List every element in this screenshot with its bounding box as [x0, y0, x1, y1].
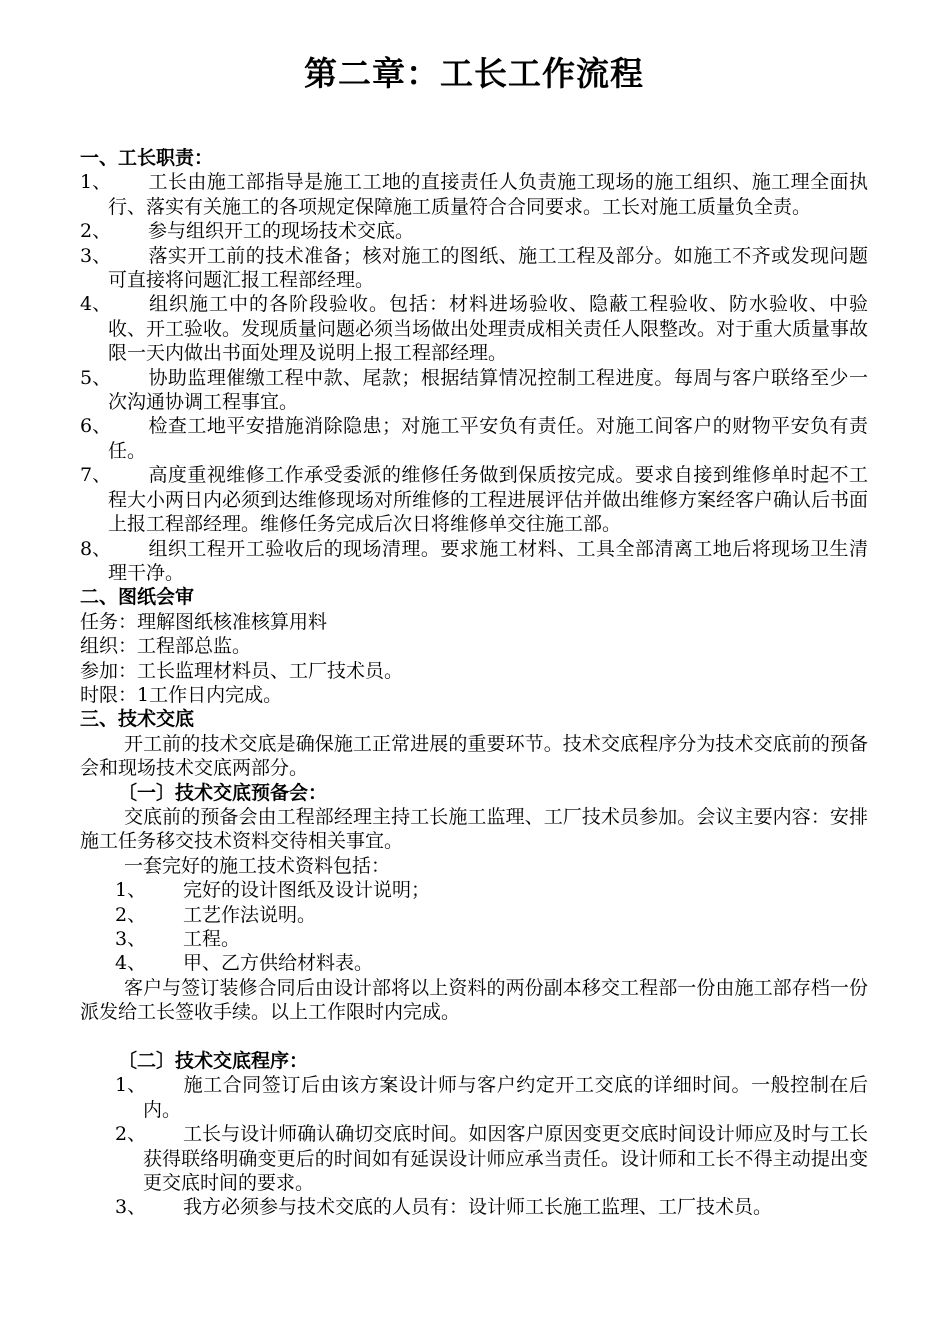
- item-text: 工长由施工部指导是施工工地的直接责任人负责施工现场的施工组织、施工理全面执行、落实有关施工的各项规定保障施工质量符合合同要求。工长对施工质量负全责。: [108, 171, 868, 218]
- materials-list: [80, 878, 868, 976]
- briefing-intro: 开工前的技术交底是确保施工正常进展的重要环节。技术交底程序分为技术交底前的预备会和现场技术交底两部分。: [80, 732, 868, 780]
- chapter-title: 第二章：工长工作流程: [304, 54, 644, 93]
- section-heading-tech-briefing: 三、技术交底: [80, 708, 195, 731]
- item-number: 1、: [115, 879, 147, 902]
- item-number: 4、: [80, 293, 112, 316]
- list-item: [80, 537, 868, 586]
- item-text: 完好的设计图纸及设计说明；: [183, 879, 431, 902]
- subsection-heading-briefing-procedure: 〔二〕技术交底程序：: [118, 1050, 309, 1073]
- item-number: 8、: [80, 537, 112, 560]
- item-number: 3、: [80, 244, 112, 267]
- section-heading-duties: 一、工长职责：: [80, 147, 214, 169]
- list-item: [80, 244, 868, 293]
- item-text: 我方必须参与技术交底的人员有：设计师工长施工监理、工厂技术员。: [183, 1196, 773, 1219]
- list-item: [80, 170, 868, 219]
- item-text: 施工合同签订后由该方案设计师与客户约定开工交底的详细时间。一般控制在后内。: [143, 1074, 868, 1121]
- item-text: 协助监理催缴工程中款、尾款；根据结算情况控制工程进度。每周与客户联络至少一次沟通协调工程事宜。: [108, 366, 868, 414]
- item-text: 工长与设计师确认确切交底时间。如因客户原因变更交底时间设计师应及时与工长获得联络明确变更后的时间如有延误设计师应承当责任。设计师和工长不得主动提出变更交底时间的要求。: [143, 1123, 868, 1195]
- list-item: [80, 366, 868, 415]
- item-text: 落实开工前的技术准备；核对施工的图纸、施工工程及部分。如施工不齐或发现问题可直接将问题汇报工程部经理。: [108, 244, 868, 292]
- list-item: [80, 903, 868, 927]
- review-task: 任务：理解图纸核准核算用料: [80, 610, 328, 633]
- list-item: [80, 219, 868, 243]
- section-heading-drawing-review: 二、图纸会审: [80, 586, 195, 609]
- item-number: 1、: [115, 1074, 147, 1097]
- materials-intro: 一套完好的施工技术资料包括：: [124, 854, 391, 877]
- list-item: [80, 463, 868, 536]
- list-item: [80, 1122, 868, 1195]
- review-time-limit: 时限：1工作日内完成。: [80, 683, 283, 706]
- item-text: 参与组织开工的现场技术交底。: [148, 220, 415, 243]
- item-number: 7、: [80, 464, 112, 487]
- list-item: [80, 1073, 868, 1122]
- item-text: 甲、乙方供给材料表。: [183, 952, 374, 975]
- item-number: 4、: [115, 952, 147, 975]
- blank-line: [80, 1025, 868, 1049]
- item-text: 组织工程开工验收后的现场清理。要求施工材料、工具全部清离工地后将现场卫生清理干净。: [108, 537, 868, 584]
- item-number: 3、: [115, 928, 147, 950]
- review-organizer: 组织：工程部总监。: [80, 635, 252, 658]
- procedure-list: [80, 1073, 868, 1219]
- review-participants: 参加：工长监理材料员、工厂技术员。: [80, 659, 404, 682]
- handover-paragraph: 客户与签订装修合同后由设计部将以上资料的两份副本移交工程部一份由施工部存档一份派发给工长签收手续。以上工作限时内完成。: [80, 976, 868, 1024]
- duties-list: [80, 170, 868, 585]
- document-body: [80, 146, 868, 1220]
- item-number: 2、: [115, 903, 147, 926]
- item-number: 1、: [80, 171, 112, 194]
- list-item: [80, 414, 868, 463]
- item-text: 组织施工中的各阶段验收。包括：材料进场验收、隐蔽工程验收、防水验收、中验收、开工验收。发现质量问题必须当场做出处理责成相关责任人限整改。对于重大质量事故限一天内做出书面处理及说明上报工程部经理。: [108, 293, 869, 365]
- item-number: 3、: [115, 1196, 147, 1219]
- list-item: [80, 927, 868, 951]
- item-text: 检查工地平安措施消除隐患；对施工平安负有责任。对施工间客户的财物平安负有责任。: [108, 415, 868, 462]
- item-text: 工程。: [183, 928, 241, 950]
- item-number: 2、: [115, 1123, 147, 1146]
- subsection-heading-prep-meeting: 〔一〕技术交底预备会：: [118, 781, 328, 804]
- list-item: [80, 292, 868, 365]
- item-text: 工艺作法说明。: [183, 903, 317, 926]
- item-number: 2、: [80, 220, 112, 243]
- item-number: 5、: [80, 366, 112, 389]
- item-number: 6、: [80, 415, 112, 438]
- list-item: [80, 1195, 868, 1219]
- list-item: [80, 878, 868, 902]
- prep-meeting-paragraph: 交底前的预备会由工程部经理主持工长施工监理、工厂技术员参加。会议主要内容：安排施工任务移交技术资料交待相关事宜。: [80, 805, 868, 853]
- list-item: [80, 951, 868, 975]
- item-text: 高度重视维修工作承受委派的维修任务做到保质按完成。要求自接到维修单时起不工程大小两日内必须到达维修现场对所维修的工程进展评估并做出维修方案经客户确认后书面上报工程部经理。维修任务完成后次日将维修单交往施工部。: [108, 464, 869, 536]
